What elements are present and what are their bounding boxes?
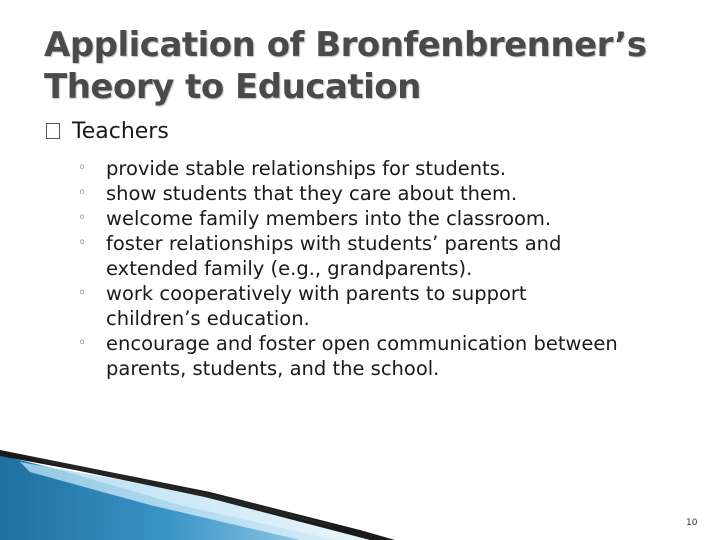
title-line-2: Theory to Education [44,67,421,107]
sub-bullet-list [44,156,684,381]
hollow-circle-bullet-icon: ◦ [78,210,87,226]
sub-bullet-text-line: extended family (e.g., grandparents). [106,257,473,280]
sub-bullet-item [44,206,684,231]
main-bullet [44,118,684,148]
sub-bullet-item [44,281,684,331]
sub-bullet-text-line: work cooperatively with parents to support [106,282,527,305]
square-box-bullet-icon [46,123,60,139]
sub-bullet-text-line: show students that they care about them. [106,182,518,205]
hollow-circle-bullet-icon: ◦ [78,185,87,201]
page-number: 10 [686,518,698,528]
sub-bullet-item [44,231,684,281]
main-bullet-label: Teachers [72,119,169,144]
sub-bullet-text-line: encourage and foster open communication between [106,332,618,355]
sub-bullet-text-line: provide stable relationships for students. [106,157,507,180]
hollow-circle-bullet-icon: ◦ [78,335,87,351]
sub-bullet-text-line: foster relationships with students’ parents and [106,232,562,255]
sub-bullet-item [44,156,684,181]
sub-bullet-item [44,331,684,381]
sub-bullet-text-line: parents, students, and the school. [106,357,440,380]
sub-bullet-item [44,181,684,206]
slide-content [44,118,684,381]
sub-bullet-text-line: welcome family members into the classroom. [106,207,552,230]
slide-title [44,24,684,108]
hollow-circle-bullet-icon: ◦ [78,285,87,301]
title-line-1: Application of Bronfenbrenner’s [44,25,647,65]
hollow-circle-bullet-icon: ◦ [78,160,87,176]
sub-bullet-text-line: children’s education. [106,307,310,330]
hollow-circle-bullet-icon: ◦ [78,235,87,251]
